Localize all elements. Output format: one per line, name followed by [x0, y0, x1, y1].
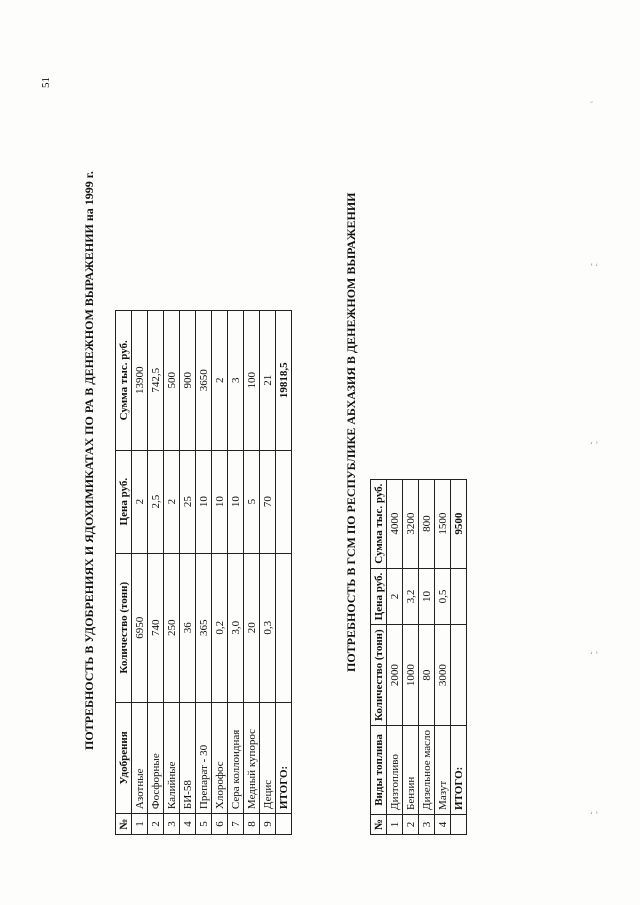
cell-qty: 0,2	[212, 553, 228, 702]
cell-n: 4	[180, 814, 196, 835]
cell-sum: 100	[244, 311, 260, 451]
column-header: Количество (тонн)	[371, 625, 387, 726]
cell-empty	[276, 450, 292, 553]
cell-price: 3,2	[403, 568, 419, 625]
cell-n: 9	[260, 814, 276, 835]
total-label: ИТОГО:	[451, 726, 467, 815]
column-header: Сумма тыс. руб.	[116, 311, 132, 451]
cell-n: 2	[403, 814, 419, 834]
column-header: №	[116, 814, 132, 835]
total-row	[276, 311, 292, 835]
cell-price: 10	[212, 450, 228, 553]
cell-empty	[276, 814, 292, 835]
cell-qty: 36	[180, 553, 196, 702]
scan-speck: ʻ ʼ	[590, 810, 599, 820]
cell-price: 70	[260, 450, 276, 553]
cell-n: 3	[419, 814, 435, 834]
cell-name: Децис	[260, 702, 276, 813]
cell-name: Дизтопливо	[387, 726, 403, 815]
total-sum: 9500	[451, 479, 467, 568]
cell-empty	[451, 625, 467, 726]
table-row	[196, 311, 212, 835]
fuel-table-wrap	[370, 479, 467, 835]
cell-n: 5	[196, 814, 212, 835]
cell-sum: 13900	[132, 311, 148, 451]
cell-price: 0,5	[435, 568, 451, 625]
total-label: ИТОГО:	[276, 702, 292, 813]
cell-name: Мазут	[435, 726, 451, 815]
column-header: Сумма тыс. руб.	[371, 479, 387, 568]
cell-sum: 4000	[387, 479, 403, 568]
column-header: Цена руб.	[116, 450, 132, 553]
scan-speck: ˘	[590, 100, 593, 110]
cell-sum: 3650	[196, 311, 212, 451]
table-row	[180, 311, 196, 835]
cell-name: Бензин	[403, 726, 419, 815]
cell-qty: 2000	[387, 625, 403, 726]
cell-empty	[451, 568, 467, 625]
cell-name: Препарат - 30	[196, 702, 212, 813]
cell-sum: 21	[260, 311, 276, 451]
cell-n: 8	[244, 814, 260, 835]
table-row	[228, 311, 244, 835]
cell-n: 4	[435, 814, 451, 834]
cell-price: 2,5	[148, 450, 164, 553]
column-header: №	[371, 814, 387, 834]
table-row	[419, 479, 435, 834]
cell-n: 2	[148, 814, 164, 835]
cell-n: 6	[212, 814, 228, 835]
table-row	[132, 311, 148, 835]
cell-price: 10	[228, 450, 244, 553]
cell-n: 1	[132, 814, 148, 835]
table-row	[244, 311, 260, 835]
cell-qty: 80	[419, 625, 435, 726]
cell-empty	[276, 553, 292, 702]
table-row	[212, 311, 228, 835]
column-header: Удобрения	[116, 702, 132, 813]
cell-name: Сера коллоидная	[228, 702, 244, 813]
cell-price: 10	[419, 568, 435, 625]
cell-price: 2	[132, 450, 148, 553]
cell-sum: 1500	[435, 479, 451, 568]
scan-speck: ʻ ʼ	[590, 650, 599, 660]
cell-qty: 6950	[132, 553, 148, 702]
cell-price: 10	[196, 450, 212, 553]
cell-n: 7	[228, 814, 244, 835]
cell-name: Калийные	[164, 702, 180, 813]
table-row	[387, 479, 403, 834]
cell-qty: 3,0	[228, 553, 244, 702]
cell-price: 2	[387, 568, 403, 625]
total-sum: 19818,5	[276, 311, 292, 451]
table-row	[260, 311, 276, 835]
cell-name: Медный купорос	[244, 702, 260, 813]
table-row	[403, 479, 419, 834]
cell-sum: 3200	[403, 479, 419, 568]
cell-sum: 3	[228, 311, 244, 451]
page-number: 51	[40, 77, 52, 88]
cell-price: 2	[164, 450, 180, 553]
column-header: Количество (тонн)	[116, 553, 132, 702]
cell-n: 3	[164, 814, 180, 835]
cell-name: БИ-58	[180, 702, 196, 813]
cell-empty	[451, 814, 467, 834]
fertilizer-title: ПОТРЕБНОСТЬ В УДОБРЕНИЯХ И ЯДОХИМИКАТАХ ПО РА В ДЕНЕЖНОМ ВЫРАЖЕНИИ на 1999 г.	[82, 171, 96, 750]
scan-speck: ʻ ʼ	[590, 440, 599, 450]
cell-sum: 500	[164, 311, 180, 451]
cell-qty: 3000	[435, 625, 451, 726]
cell-qty: 20	[244, 553, 260, 702]
cell-name: Хлорофос	[212, 702, 228, 813]
fuel-table	[370, 479, 467, 835]
cell-sum: 800	[419, 479, 435, 568]
fertilizer-table	[115, 310, 292, 835]
scan-speck: ʼ ʻ	[590, 262, 599, 272]
table-row	[164, 311, 180, 835]
fuel-title: ПОТРЕБНОСТЬ В ГСМ ПО РЕСПУБЛИКЕ АБХАЗИЯ В ДЕНЕЖНОМ ВЫРАЖЕНИИ	[344, 192, 358, 672]
cell-name: Фосфорные	[148, 702, 164, 813]
cell-qty: 0,3	[260, 553, 276, 702]
table-row	[435, 479, 451, 834]
cell-name: Азотные	[132, 702, 148, 813]
cell-name: Дизельное масло	[419, 726, 435, 815]
cell-price: 5	[244, 450, 260, 553]
cell-n: 1	[387, 814, 403, 834]
cell-sum: 2	[212, 311, 228, 451]
fertilizer-table-wrap	[115, 310, 292, 835]
cell-price: 25	[180, 450, 196, 553]
cell-qty: 250	[164, 553, 180, 702]
column-header: Виды топлива	[371, 726, 387, 815]
cell-qty: 365	[196, 553, 212, 702]
cell-qty: 1000	[403, 625, 419, 726]
cell-sum: 742,5	[148, 311, 164, 451]
cell-qty: 740	[148, 553, 164, 702]
table-row	[148, 311, 164, 835]
column-header: Цена руб.	[371, 568, 387, 625]
total-row	[451, 479, 467, 834]
cell-sum: 900	[180, 311, 196, 451]
